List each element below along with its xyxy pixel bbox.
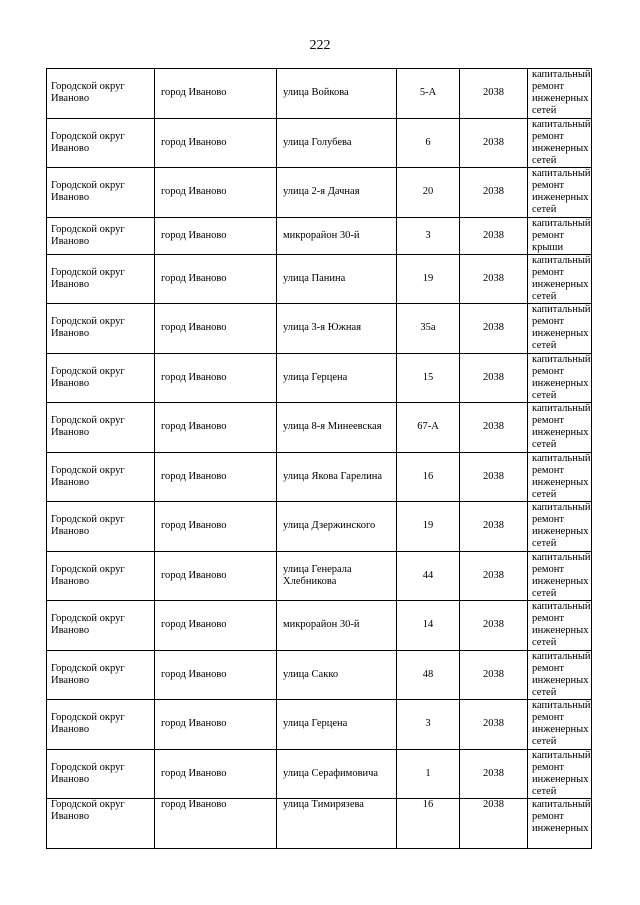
cell-house-number: 14	[397, 601, 460, 651]
table-row	[47, 353, 592, 403]
cell-okrug: Городской округ Иваново	[47, 502, 155, 552]
table-row	[47, 69, 592, 119]
cell-gorod: город Иваново	[155, 551, 277, 601]
cell-street: улица Якова Гарелина	[277, 452, 397, 502]
cell-gorod: город Иваново	[155, 502, 277, 552]
cell-house-number: 19	[397, 502, 460, 552]
cell-okrug: Городской округ Иваново	[47, 403, 155, 453]
cell-work-type: капитальный ремонт инженерных сетей	[528, 502, 592, 552]
cell-street: улица Генерала Хлебникова	[277, 551, 397, 601]
table-row	[47, 700, 592, 750]
cell-house-number: 16	[397, 452, 460, 502]
cell-street: улица 2-я Дачная	[277, 168, 397, 218]
cell-okrug: Городской округ Иваново	[47, 168, 155, 218]
cell-gorod: город Иваново	[155, 168, 277, 218]
cell-work-type: капитальный ремонт инженерных сетей	[528, 254, 592, 304]
cell-gorod: город Иваново	[155, 403, 277, 453]
cell-gorod: город Иваново	[155, 650, 277, 700]
cell-house-number: 3	[397, 700, 460, 750]
cell-street: улица Голубева	[277, 118, 397, 168]
cell-house-number: 3	[397, 217, 460, 254]
housing-repair-table	[46, 68, 592, 849]
cell-house-number: 20	[397, 168, 460, 218]
cell-okrug: Городской округ Иваново	[47, 650, 155, 700]
cell-work-type: капитальный ремонт инженерных сетей	[528, 700, 592, 750]
cell-year: 2038	[460, 749, 528, 799]
table-row	[47, 502, 592, 552]
cell-street: улица Серафимовича	[277, 749, 397, 799]
page-number: 222	[309, 38, 331, 53]
cell-work-type: капитальный ремонт инженерных сетей	[528, 403, 592, 453]
table-row	[47, 304, 592, 354]
cell-gorod: город Иваново	[155, 254, 277, 304]
cell-work-type: капитальный ремонт инженерных сетей	[528, 168, 592, 218]
table-row	[47, 601, 592, 651]
cell-okrug: Городской округ Иваново	[47, 353, 155, 403]
table-row	[47, 551, 592, 601]
cell-work-type: капитальный ремонт инженерных сетей	[528, 601, 592, 651]
cell-work-type: капитальный ремонт инженерных сетей	[528, 650, 592, 700]
table-row	[47, 254, 592, 304]
cell-work-type: капитальный ремонт инженерных сетей	[528, 452, 592, 502]
cell-house-number: 35а	[397, 304, 460, 354]
cell-okrug: Городской округ Иваново	[47, 217, 155, 254]
cell-year: 2038	[460, 69, 528, 119]
table-row	[47, 749, 592, 799]
cell-gorod: город Иваново	[155, 353, 277, 403]
cell-street: улица 8-я Минеевская	[277, 403, 397, 453]
cell-year: 2038	[460, 650, 528, 700]
cell-year: 2038	[460, 502, 528, 552]
cell-gorod: город Иваново	[155, 601, 277, 651]
cell-street: улица Герцена	[277, 353, 397, 403]
cell-street: улица Войкова	[277, 69, 397, 119]
cell-work-type: капитальный ремонт инженерных сетей	[528, 118, 592, 168]
cell-work-type: капитальный ремонт инженерных сетей	[528, 551, 592, 601]
table-row	[47, 650, 592, 700]
cell-work-type: капитальный ремонт инженерных сетей	[528, 69, 592, 119]
cell-okrug: Городской округ Иваново	[47, 749, 155, 799]
table-row	[47, 403, 592, 453]
cell-house-number: 1	[397, 749, 460, 799]
cell-year: 2038	[460, 700, 528, 750]
cell-gorod: город Иваново	[155, 799, 277, 849]
cell-year: 2038	[460, 601, 528, 651]
cell-street: улица Тимирязева	[277, 799, 397, 849]
cell-year: 2038	[460, 403, 528, 453]
cell-okrug: Городской округ Иваново	[47, 799, 155, 849]
cell-okrug: Городской округ Иваново	[47, 118, 155, 168]
cell-street: микрорайон 30-й	[277, 217, 397, 254]
cell-street: улица Сакко	[277, 650, 397, 700]
table-row	[47, 799, 592, 849]
cell-gorod: город Иваново	[155, 700, 277, 750]
cell-gorod: город Иваново	[155, 749, 277, 799]
cell-okrug: Городской округ Иваново	[47, 69, 155, 119]
table-body	[47, 69, 592, 849]
cell-okrug: Городской округ Иваново	[47, 304, 155, 354]
cell-gorod: город Иваново	[155, 69, 277, 119]
cell-okrug: Городской округ Иваново	[47, 601, 155, 651]
cell-street: улица Панина	[277, 254, 397, 304]
cell-year: 2038	[460, 551, 528, 601]
cell-house-number: 48	[397, 650, 460, 700]
cell-work-type: капитальный ремонт инженерных	[528, 799, 592, 849]
cell-okrug: Городской округ Иваново	[47, 452, 155, 502]
cell-year: 2038	[460, 452, 528, 502]
cell-year: 2038	[460, 799, 528, 849]
cell-street: микрорайон 30-й	[277, 601, 397, 651]
cell-year: 2038	[460, 217, 528, 254]
cell-year: 2038	[460, 168, 528, 218]
cell-house-number: 44	[397, 551, 460, 601]
cell-okrug: Городской округ Иваново	[47, 254, 155, 304]
cell-street: улица Дзержинского	[277, 502, 397, 552]
cell-work-type: капитальный ремонт инженерных сетей	[528, 353, 592, 403]
cell-gorod: город Иваново	[155, 217, 277, 254]
cell-house-number: 15	[397, 353, 460, 403]
cell-year: 2038	[460, 118, 528, 168]
cell-year: 2038	[460, 254, 528, 304]
cell-year: 2038	[460, 353, 528, 403]
cell-work-type: капитальный ремонт инженерных сетей	[528, 304, 592, 354]
cell-gorod: город Иваново	[155, 304, 277, 354]
table-row	[47, 168, 592, 218]
cell-work-type: капитальный ремонт инженерных сетей	[528, 749, 592, 799]
table-row	[47, 452, 592, 502]
cell-house-number: 5-А	[397, 69, 460, 119]
cell-okrug: Городской округ Иваново	[47, 551, 155, 601]
cell-house-number: 6	[397, 118, 460, 168]
cell-gorod: город Иваново	[155, 452, 277, 502]
table-row	[47, 118, 592, 168]
cell-okrug: Городской округ Иваново	[47, 700, 155, 750]
table-row	[47, 217, 592, 254]
cell-street: улица 3-я Южная	[277, 304, 397, 354]
cell-gorod: город Иваново	[155, 118, 277, 168]
cell-house-number: 19	[397, 254, 460, 304]
cell-house-number: 16	[397, 799, 460, 849]
cell-street: улица Герцена	[277, 700, 397, 750]
cell-year: 2038	[460, 304, 528, 354]
cell-work-type: капитальный ремонт крыши	[528, 217, 592, 254]
cell-house-number: 67-А	[397, 403, 460, 453]
